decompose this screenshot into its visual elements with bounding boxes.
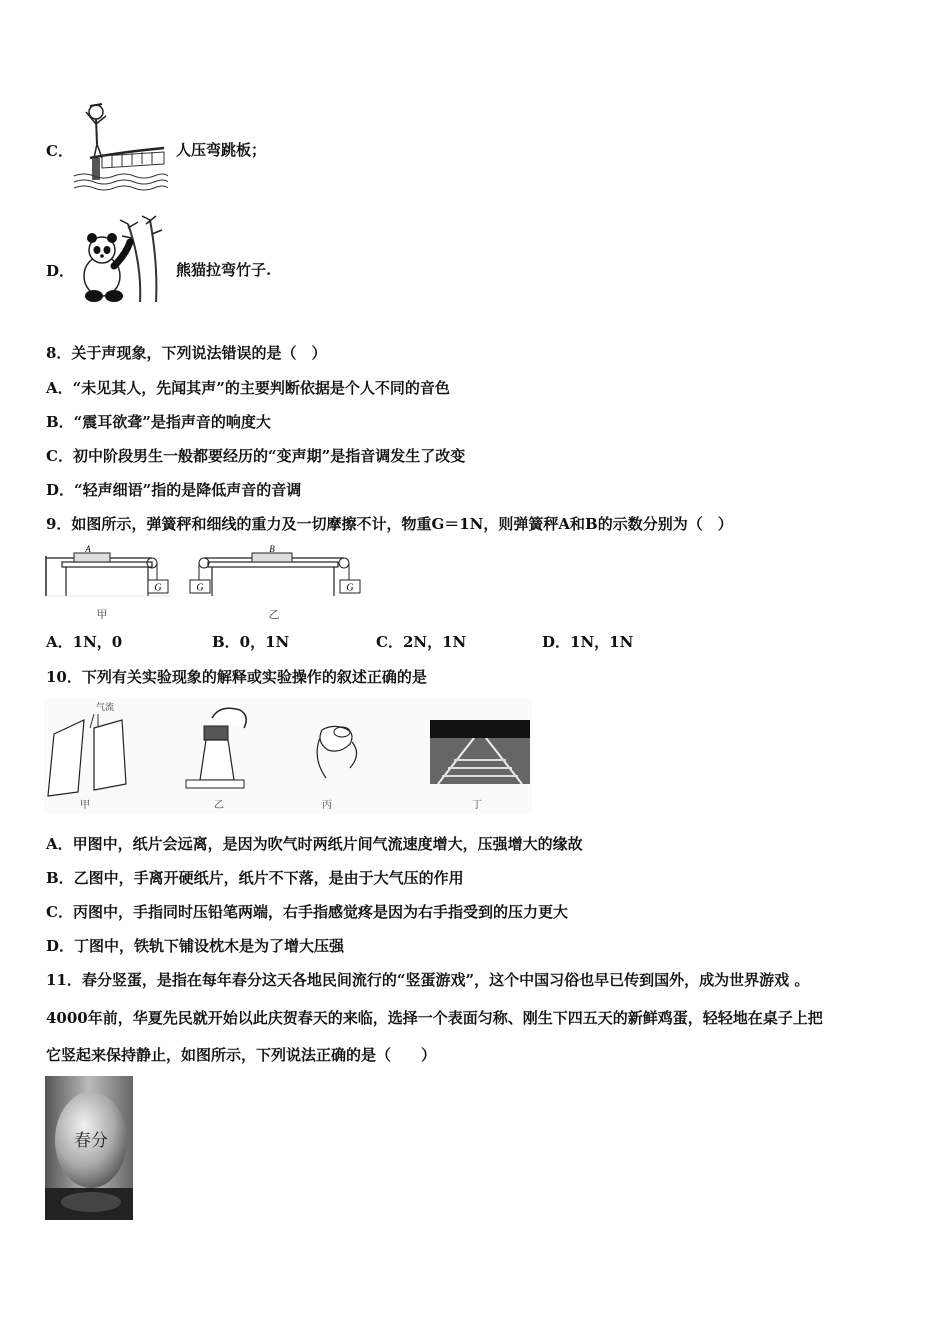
q9-option-b: B．0，1N xyxy=(212,633,290,651)
q9-option-d: D．1N，1N xyxy=(542,633,634,651)
experiments-figure xyxy=(44,698,532,814)
scale-a-label: A xyxy=(85,544,91,554)
scale-b-label: B xyxy=(269,544,275,554)
option-c-text: 人压弯跳板； xyxy=(176,141,267,159)
q8-option-a: A．“未见其人，先闻其声”的主要判断依据是个人不同的音色 xyxy=(46,379,450,397)
caption-ding-10: 丁 xyxy=(472,800,482,811)
standing-egg-photo xyxy=(45,1076,133,1220)
q10-option-b: B．乙图中，手离开硬纸片，纸片不下落，是由于大气压的作用 xyxy=(46,869,464,887)
q8-stem: 8．关于声现象，下列说法错误的是（ ） xyxy=(46,344,327,362)
airflow-label: 气流 xyxy=(96,703,115,713)
egg-text: 春分 xyxy=(74,1131,108,1151)
caption-yi: 乙 xyxy=(268,608,280,621)
q10-option-d: D．丁图中，铁轨下铺设枕木是为了增大压强 xyxy=(46,937,345,955)
option-c-label: C． xyxy=(46,142,73,160)
q9-option-a: A．1N，0 xyxy=(46,633,123,651)
spring-scale-figure xyxy=(44,544,364,624)
option-d-label: D． xyxy=(46,262,75,280)
caption-jia-10: 甲 xyxy=(80,800,90,811)
panda-bamboo-figure xyxy=(80,214,172,304)
q9-option-c: C．2N，1N xyxy=(376,633,467,651)
caption-jia: 甲 xyxy=(96,608,108,621)
caption-bing-10: 丙 xyxy=(322,800,332,811)
weight-g-left: G xyxy=(154,582,162,594)
weight-g-mid: G xyxy=(196,582,204,594)
weight-g-right: G xyxy=(346,582,354,594)
q10-option-a: A．甲图中，纸片会远离，是因为吹气时两纸片间气流速度增大，压强增大的缘故 xyxy=(46,835,583,853)
q9-stem: 9．如图所示，弹簧秤和细线的重力及一切摩擦不计，物重G＝1N，则弹簧秤A和B的示数分别为（ ） xyxy=(46,515,733,533)
q11-line-2: 4000年前，华夏先民就开始以此庆贺春天的来临，选择一个表面匀称、刚生下四五天的新鲜鸡蛋，轻轻地在桌子上把 xyxy=(46,1009,823,1027)
q8-option-b: B．“震耳欲聋”是指声音的响度大 xyxy=(46,413,271,431)
q10-stem: 10．下列有关实验现象的解释或实验操作的叙述正确的是 xyxy=(46,668,427,686)
q8-option-d: D．“轻声细语”指的是降低声音的音调 xyxy=(46,481,302,499)
q8-option-c: C．初中阶段男生一般都要经历的“变声期”是指音调发生了改变 xyxy=(46,447,466,465)
q11-line-1: 11．春分竖蛋，是指在每年春分这天各地民间流行的“竖蛋游戏”，这个中国习俗也早已传到国外，成为世界游戏 。 xyxy=(46,971,810,989)
caption-yi-10: 乙 xyxy=(214,800,224,811)
q11-line-3: 它竖起来保持静止，如图所示，下列说法正确的是（ ） xyxy=(46,1046,437,1064)
diving-board-figure xyxy=(72,100,168,192)
q10-option-c: C．丙图中，手指同时压铅笔两端，右手指感觉疼是因为右手指受到的压力更大 xyxy=(46,903,568,921)
option-d-text: 熊猫拉弯竹子. xyxy=(176,261,272,279)
